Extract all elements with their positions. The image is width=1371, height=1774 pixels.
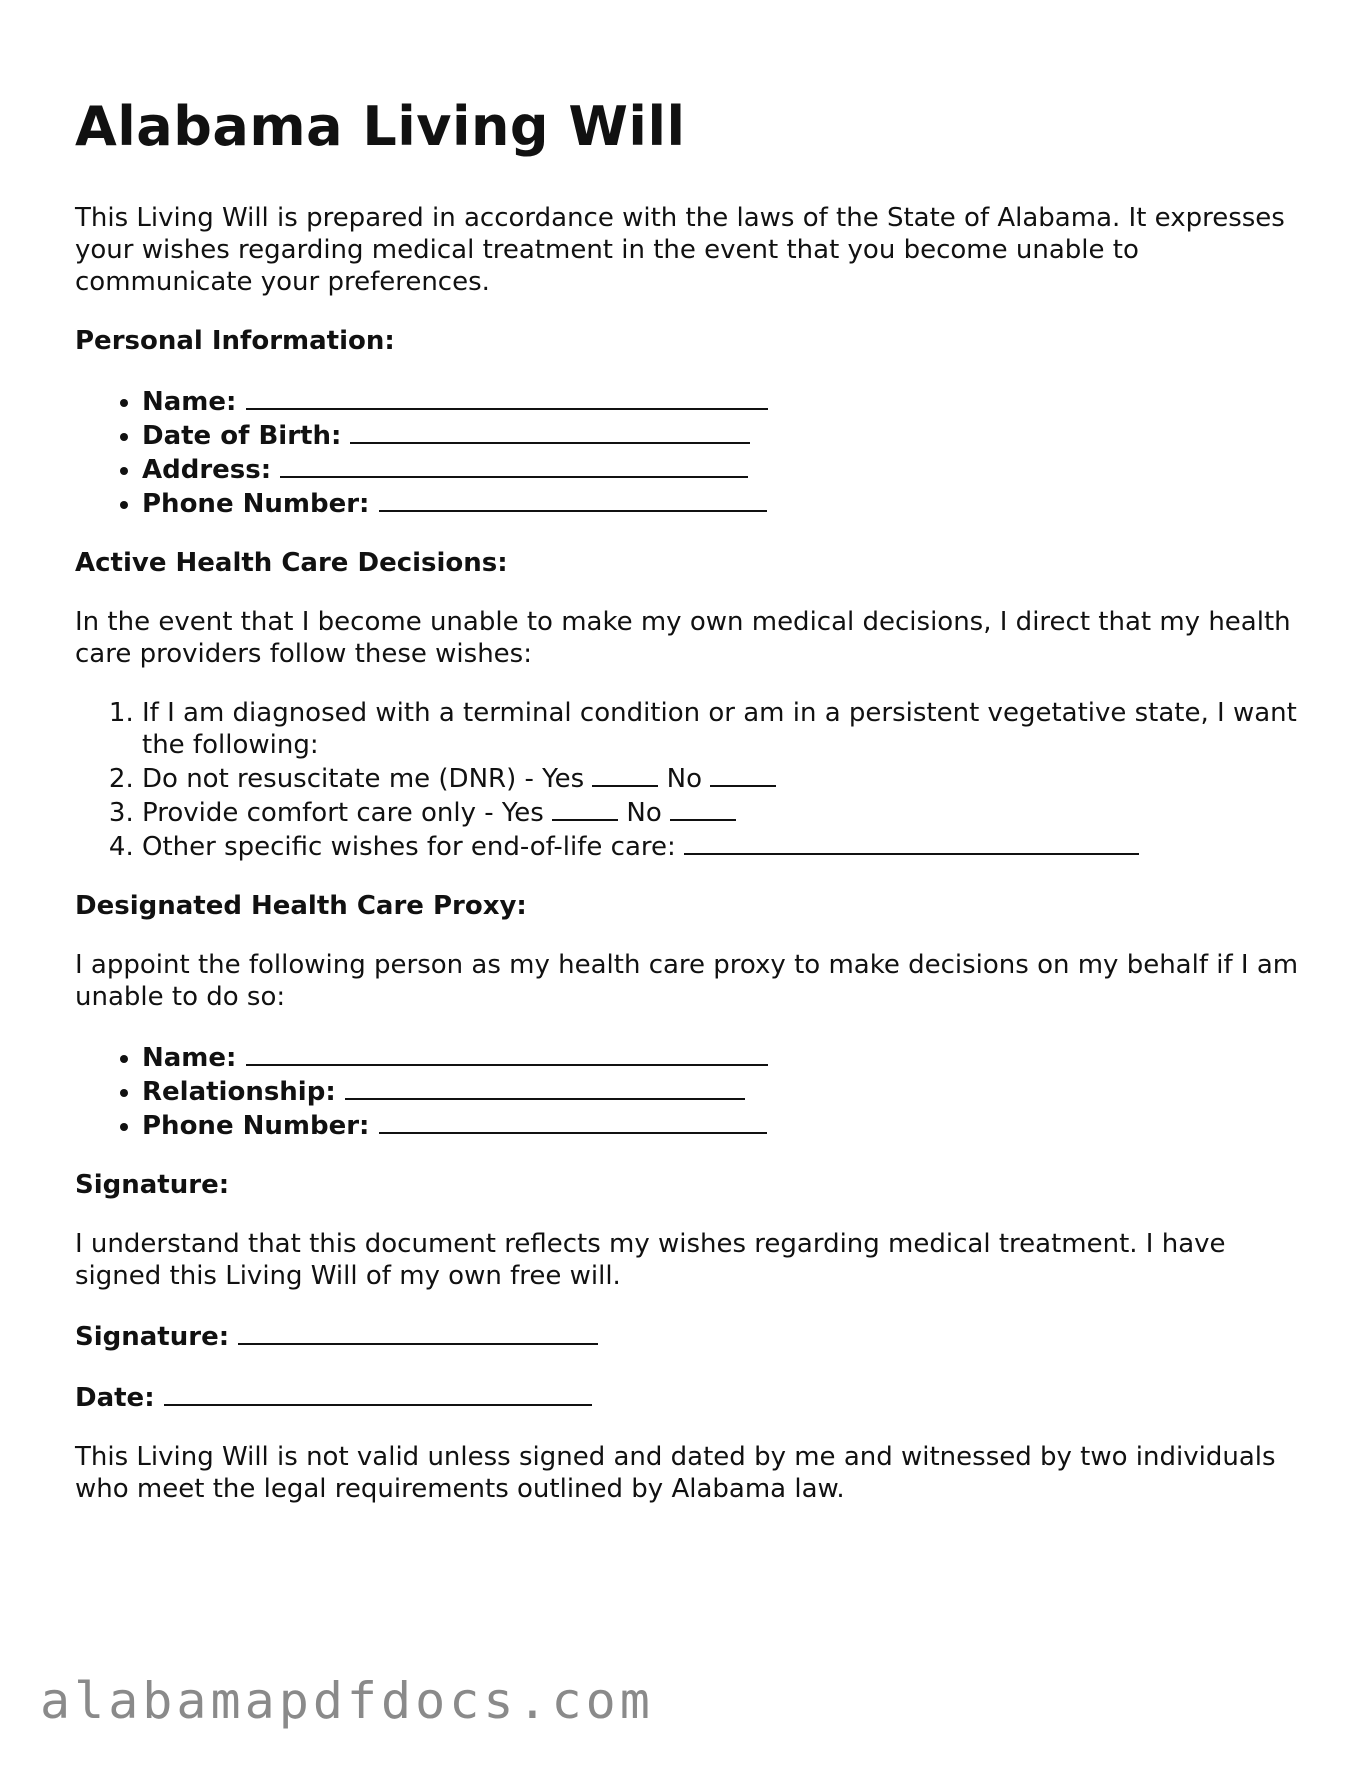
intro-paragraph: This Living Will is prepared in accordance with the laws of the State of Alabama. It expresses your wishes regarding medical treatment in the event that you become unable to communicate your preferences.: [75, 203, 1285, 297]
decisions-heading: Active Health Care Decisions:: [75, 548, 508, 578]
signature-blank[interactable]: [238, 1319, 598, 1345]
name-blank[interactable]: [246, 384, 768, 410]
dnr-no-label: No: [666, 764, 703, 794]
dnr-yes-blank[interactable]: [592, 761, 658, 787]
document-page: [75, 92, 1305, 1532]
address-blank[interactable]: [280, 452, 748, 478]
other-wishes-label: Other specific wishes for end-of-life care:: [142, 832, 676, 862]
signature-heading: Signature:: [75, 1170, 230, 1200]
dob-blank[interactable]: [350, 418, 750, 444]
comfort-no-label: No: [626, 798, 662, 828]
list-item: [142, 1040, 1305, 1074]
page-title: Alabama Living Will: [75, 95, 686, 158]
watermark: alabamapdfdocs.com: [40, 1672, 654, 1730]
dob-label: Date of Birth:: [142, 421, 342, 451]
list-item: [142, 486, 1305, 520]
comfort-no-blank[interactable]: [670, 795, 736, 821]
signature-field: [75, 1319, 1305, 1353]
address-label: Address:: [142, 455, 272, 485]
proxy-phone-blank[interactable]: [379, 1108, 767, 1134]
proxy-list: [75, 1040, 1305, 1142]
signature-label: Signature:: [75, 1322, 230, 1352]
dnr-no-blank[interactable]: [710, 761, 776, 787]
list-item: [142, 795, 1305, 829]
name-label: Name:: [142, 387, 237, 417]
list-item: 1. If I am diagnosed with a terminal condition or am in a persistent vegetative state, I want the following:: [142, 697, 1305, 761]
relationship-blank[interactable]: [345, 1074, 745, 1100]
decisions-paragraph: In the event that I become unable to make my own medical decisions, I direct that my health care providers follow these wishes:: [75, 607, 1291, 669]
personal-info-list: [75, 384, 1305, 520]
comfort-label: Provide comfort care only - Yes: [142, 798, 544, 828]
date-field: [75, 1380, 1305, 1414]
dnr-label: Do not resuscitate me (DNR) - Yes: [142, 764, 585, 794]
list-item: [142, 384, 1305, 418]
decisions-list: [75, 697, 1305, 863]
date-blank[interactable]: [164, 1380, 592, 1406]
phone-label: Phone Number:: [142, 489, 370, 519]
list-item: [142, 452, 1305, 486]
proxy-paragraph: I appoint the following person as my health care proxy to make decisions on my behalf if I am unable to do so:: [75, 950, 1299, 1012]
list-item: [142, 418, 1305, 452]
list-item: [142, 829, 1305, 863]
proxy-phone-label: Phone Number:: [142, 1111, 370, 1141]
personal-info-heading: Personal Information:: [75, 326, 395, 356]
phone-blank[interactable]: [379, 486, 767, 512]
comfort-yes-blank[interactable]: [552, 795, 618, 821]
signature-paragraph: I understand that this document reflects my wishes regarding medical treatment. I have signed this Living Will of my own free will.: [75, 1229, 1226, 1291]
proxy-name-blank[interactable]: [246, 1040, 768, 1066]
list-item: [142, 761, 1305, 795]
date-label: Date:: [75, 1383, 155, 1413]
relationship-label: Relationship:: [142, 1077, 336, 1107]
proxy-heading: Designated Health Care Proxy:: [75, 891, 527, 921]
validity-note: This Living Will is not valid unless signed and dated by me and witnessed by two individuals who meet the legal requirements outlined by Alabama law.: [75, 1442, 1276, 1504]
other-wishes-blank[interactable]: [684, 829, 1139, 855]
list-item: [142, 1108, 1305, 1142]
list-item: [142, 1074, 1305, 1108]
proxy-name-label: Name:: [142, 1043, 237, 1073]
